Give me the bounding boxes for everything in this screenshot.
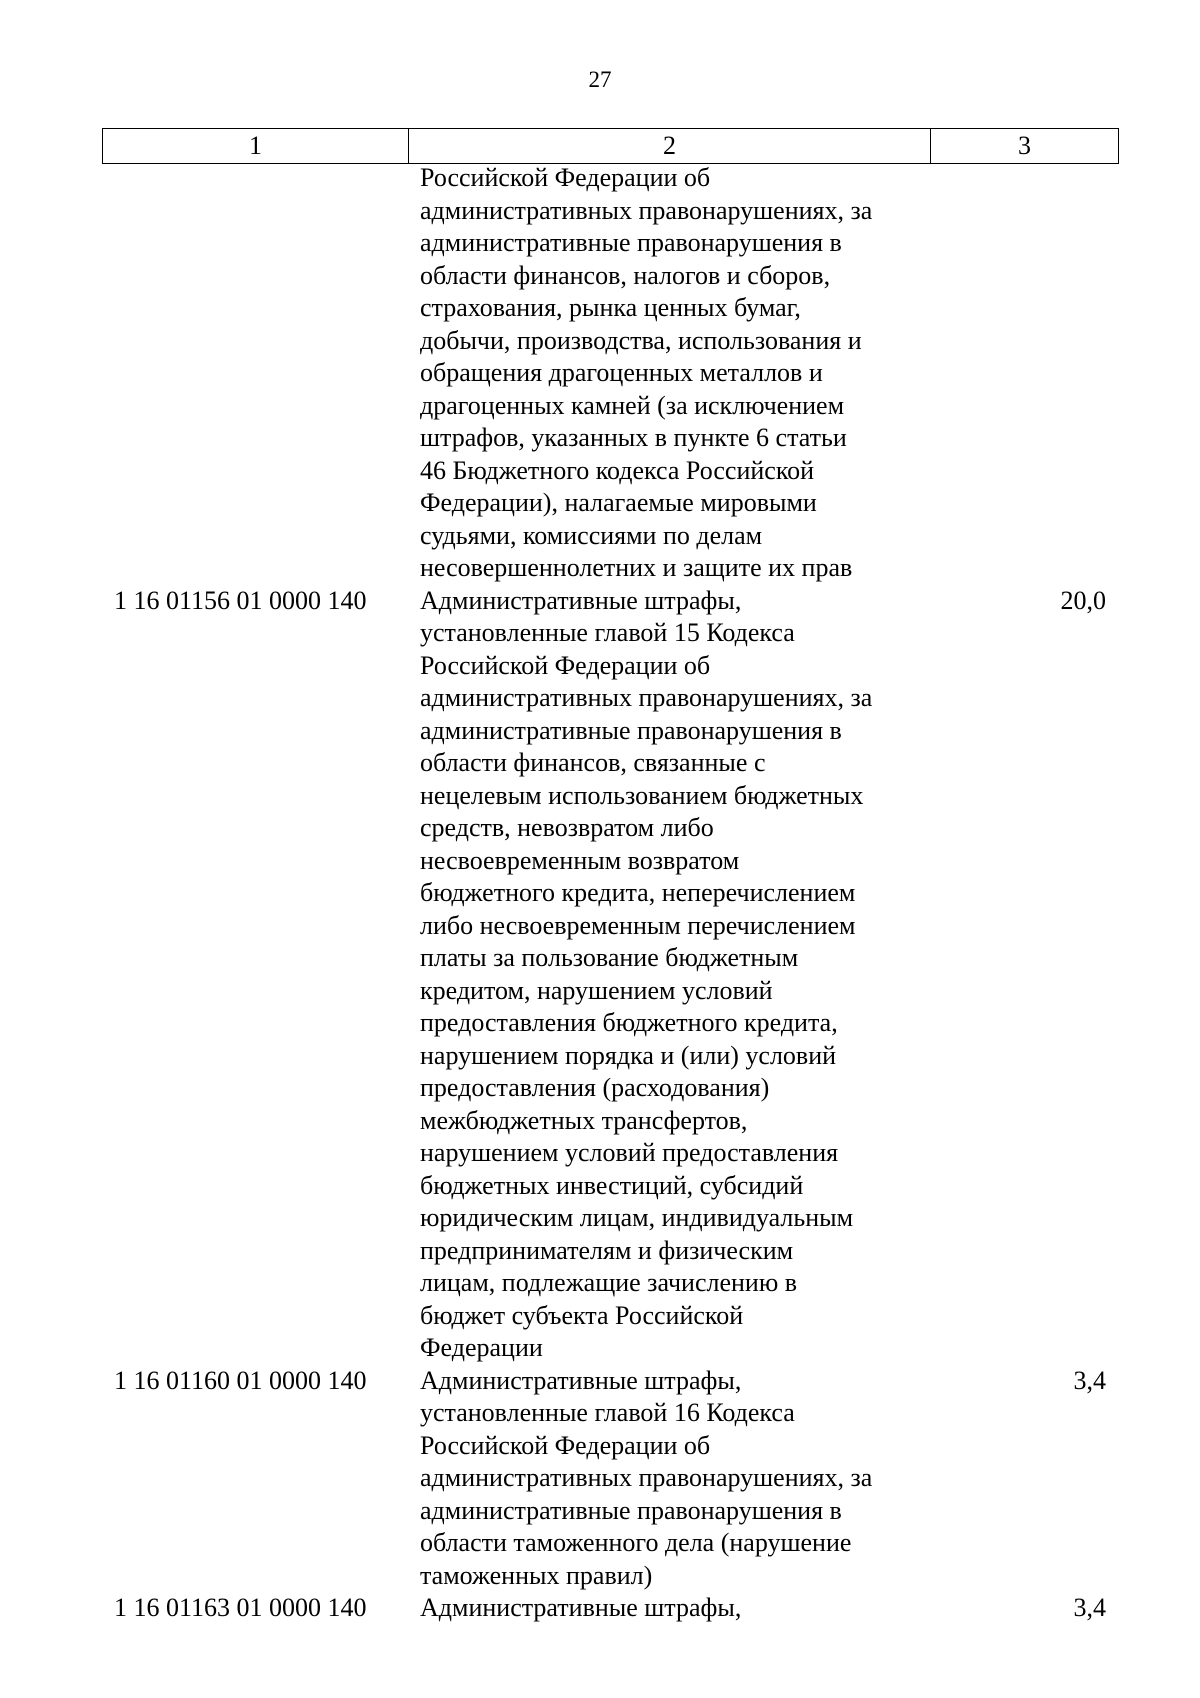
revenue-name-line: штрафов, указанных в пункте 6 статьи <box>420 423 847 452</box>
revenue-name-line: административные правонарушения в <box>420 228 842 257</box>
revenue-name-line: несвоевременным возвратом <box>420 845 740 875</box>
revenue-name-line: таможенных правил) <box>420 1560 653 1590</box>
revenue-name-line: установленные главой 16 Кодекса <box>420 1398 795 1427</box>
revenue-name-line: нецелевым использованием бюджетных <box>420 780 864 810</box>
amount-cell: 3,4 <box>1073 1365 1106 1395</box>
revenue-name-line: Административные штрафы, <box>420 1365 742 1395</box>
revenue-name-cell <box>408 162 930 585</box>
revenue-name-line: административных правонарушениях, за <box>420 683 873 712</box>
revenue-name-line: лицам, подлежащие зачислению в <box>420 1268 798 1297</box>
revenue-name-line: либо несвоевременным перечислением <box>420 910 856 940</box>
revenue-name-cell <box>408 1592 930 1625</box>
budget-code-cell: 1 16 01160 01 0000 140 <box>114 1365 367 1395</box>
revenue-name-line: области финансов, налогов и сборов, <box>420 260 831 290</box>
revenue-name-line: административных правонарушениях, за <box>420 1463 873 1492</box>
revenue-name-line: установленные главой 15 Кодекса <box>420 618 795 647</box>
budget-code-cell: 1 16 01163 01 0000 140 <box>114 1593 367 1622</box>
revenue-name-cell <box>408 1365 930 1593</box>
table-body <box>102 162 1118 1625</box>
revenue-name-line: Российской Федерации об <box>420 650 711 680</box>
revenue-name-line: нарушением порядка и (или) условий <box>420 1040 837 1070</box>
table-header <box>102 128 1119 164</box>
amount-cell: 20,0 <box>1060 585 1106 615</box>
table-row <box>102 1365 1118 1593</box>
table-row <box>102 162 1118 585</box>
table-row <box>102 585 1118 1365</box>
revenue-name-line: Российской Федерации об <box>420 163 711 192</box>
revenue-name-cell <box>408 585 930 1365</box>
column-header-2: 2 <box>409 129 931 164</box>
budget-code-cell: 1 16 01156 01 0000 140 <box>114 585 367 615</box>
revenue-name-line: кредитом, нарушением условий <box>420 975 773 1005</box>
revenue-name-line: несовершеннолетних и защите их прав <box>420 553 853 582</box>
revenue-name-line: области таможенного дела (нарушение <box>420 1528 852 1557</box>
revenue-name-line: бюджетного кредита, неперечислением <box>420 878 856 907</box>
revenue-name-line: Российской Федерации об <box>420 1430 711 1460</box>
revenue-name-line: 46 Бюджетного кодекса Российской <box>420 455 815 485</box>
column-header-3: 3 <box>931 129 1119 164</box>
revenue-name-line: административных правонарушениях, за <box>420 195 873 225</box>
amount-cell: 3,4 <box>1073 1593 1106 1622</box>
revenue-name-line: платы за пользование бюджетным <box>420 943 799 972</box>
table-header-row <box>103 129 1119 164</box>
revenue-name-line: административные правонарушения в <box>420 715 842 745</box>
table-row <box>102 1592 1118 1625</box>
revenue-name-line: бюджет субъекта Российской <box>420 1300 744 1330</box>
revenue-name-line: страхования, рынка ценных бумаг, <box>420 293 801 322</box>
revenue-name-line: Федерации), налагаемые мировыми <box>420 488 817 517</box>
revenue-name-line: юридическим лицам, индивидуальным <box>420 1203 854 1232</box>
page-number: 27 <box>588 67 612 92</box>
revenue-name-line: обращения драгоценных металлов и <box>420 358 823 387</box>
revenue-name-line: драгоценных камней (за исключением <box>420 390 845 420</box>
revenue-name-line: области финансов, связанные с <box>420 748 766 777</box>
revenue-name-line: предпринимателям и физическим <box>420 1235 794 1265</box>
column-header-1: 1 <box>103 129 409 164</box>
revenue-name-line: предоставления бюджетного кредита, <box>420 1008 838 1037</box>
revenue-name-line: административные правонарушения в <box>420 1495 842 1525</box>
revenue-name-line: Административные штрафы, <box>420 1593 742 1622</box>
revenue-name-line: добычи, производства, использования и <box>420 325 862 355</box>
revenue-name-line: предоставления (расходования) <box>420 1073 770 1102</box>
revenue-name-line: бюджетных инвестиций, субсидий <box>420 1170 804 1200</box>
revenue-name-line: судьями, комиссиями по делам <box>420 520 763 550</box>
revenue-name-line: межбюджетных трансфертов, <box>420 1105 748 1135</box>
revenue-name-line: Федерации <box>420 1333 543 1362</box>
revenue-name-line: средств, невозвратом либо <box>420 813 714 842</box>
revenue-name-line: нарушением условий предоставления <box>420 1138 839 1167</box>
revenue-name-line: Административные штрафы, <box>420 585 742 615</box>
